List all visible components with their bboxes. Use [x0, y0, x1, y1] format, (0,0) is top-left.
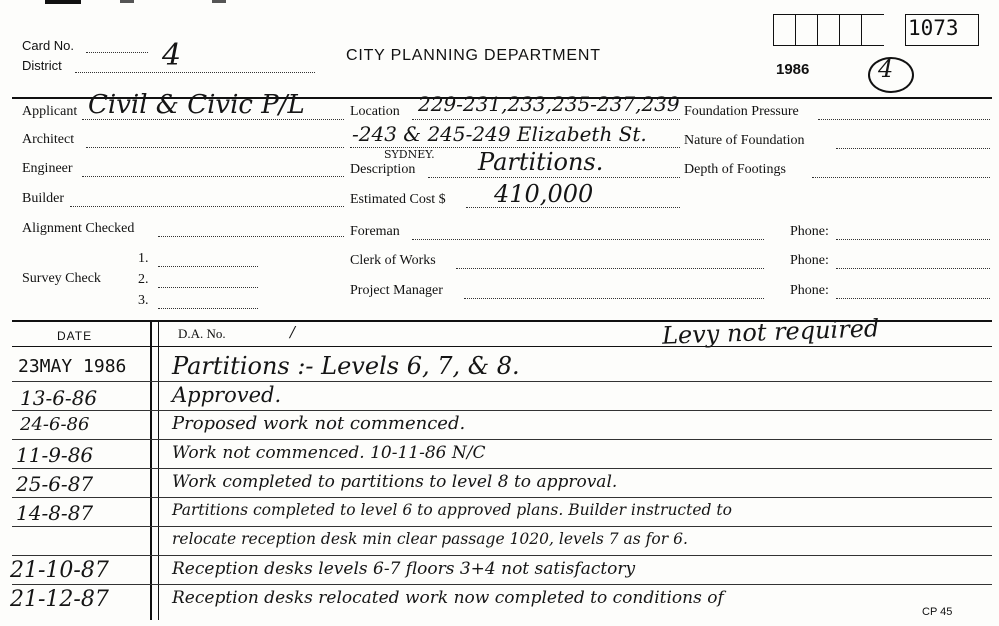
card-no-value: 4 — [162, 38, 182, 73]
date-column-divider — [158, 320, 159, 620]
location-line — [412, 119, 680, 120]
log-rule — [12, 497, 992, 498]
entry-date: 24-6-86 — [20, 414, 90, 435]
log-rule — [12, 526, 992, 527]
clerk-label: Clerk of Works — [350, 253, 436, 268]
location-value-1: 229-231,233,235-237,239 — [418, 92, 680, 116]
entry-text: Reception desks relocated work now completed to conditions of — [172, 588, 724, 608]
cost-value: 410,000 — [494, 180, 594, 208]
description-label: Description — [350, 162, 416, 177]
card-number-box — [839, 14, 862, 46]
phone-line — [836, 268, 990, 269]
card-no-label: Card No. — [22, 38, 75, 53]
entry-date: 14-8-87 — [16, 501, 94, 525]
engineer-line — [82, 176, 344, 177]
location-suburb: SYDNEY. — [384, 148, 435, 161]
phone-line — [836, 239, 990, 240]
entry-date: 21-12-87 — [10, 587, 109, 612]
engineer-label: Engineer — [22, 161, 73, 176]
edge-mark — [120, 0, 134, 3]
nature-line — [836, 148, 990, 149]
phone-label: Phone: — [790, 283, 829, 298]
log-header-divider — [12, 346, 992, 347]
log-rule — [12, 468, 992, 469]
phone-label: Phone: — [790, 253, 829, 268]
date-header: DATE — [57, 329, 93, 343]
phone-line — [836, 298, 990, 299]
survey-item-3: 3. — [138, 293, 149, 308]
location-label: Location — [350, 104, 400, 119]
da-label: D.A. No. — [178, 326, 226, 341]
foundation-pressure-line — [818, 119, 990, 120]
pm-line — [464, 298, 764, 299]
architect-line — [86, 147, 344, 148]
phone-label: Phone: — [790, 224, 829, 239]
cost-label: Estimated Cost $ — [350, 192, 446, 207]
applicant-label: Applicant — [22, 104, 78, 119]
entry-date: 21-10-87 — [10, 558, 109, 583]
entry-text: Partitions completed to level 6 to approved plans. Builder instructed to — [172, 501, 732, 519]
foreman-line — [412, 239, 764, 240]
survey-line-1 — [158, 266, 258, 267]
card-number: 1073 — [908, 16, 959, 40]
foundation-pressure-label: Foundation Pressure — [684, 104, 799, 119]
pm-label: Project Manager — [350, 283, 443, 298]
architect-label: Architect — [22, 132, 75, 147]
depth-line — [812, 177, 990, 178]
da-value: / — [290, 323, 296, 341]
location-value-2: -243 & 245-249 Elizabeth St. — [352, 122, 647, 146]
year: 1986 — [776, 61, 810, 78]
log-rule — [12, 584, 992, 585]
survey-line-2 — [158, 287, 258, 288]
foreman-label: Foreman — [350, 224, 400, 239]
card-number-box — [773, 14, 796, 46]
entry-text: Work not commenced. 10-11-86 N/C — [172, 443, 486, 463]
edge-mark — [45, 0, 81, 4]
entry-text: Proposed work not commenced. — [172, 413, 466, 434]
edge-mark — [212, 0, 226, 3]
district-line — [75, 72, 315, 73]
card-number-box — [861, 14, 884, 46]
department-title: CITY PLANNING DEPARTMENT — [346, 47, 601, 64]
log-rule — [12, 555, 992, 556]
nature-label: Nature of Foundation — [684, 133, 805, 148]
builder-line — [70, 206, 344, 207]
entry-date: 25-6-87 — [16, 472, 94, 496]
card-no-line — [86, 52, 148, 53]
survey-item-2: 2. — [138, 272, 149, 287]
entry-date: 13-6-86 — [20, 386, 98, 410]
log-rule — [12, 381, 992, 382]
clerk-line — [456, 268, 764, 269]
entry-text: relocate reception desk min clear passage 1020, levels 7 as for 6. — [172, 530, 688, 548]
card-number-box — [795, 14, 818, 46]
description-value: Partitions. — [478, 148, 604, 176]
form-code: CP 45 — [922, 606, 953, 618]
description-line — [428, 177, 680, 178]
levy-note: Levy not required — [661, 314, 880, 350]
survey-label: Survey Check — [22, 271, 101, 286]
entry-text: Approved. — [172, 383, 282, 407]
log-rule — [12, 439, 992, 440]
builder-label: Builder — [22, 191, 64, 206]
applicant-value: Civil & Civic P/L — [88, 90, 305, 120]
log-rule — [12, 410, 992, 411]
entry-text: Partitions :- Levels 6, 7, & 8. — [172, 352, 520, 380]
entry-text: Work completed to partitions to level 8 to approval. — [172, 472, 618, 492]
depth-label: Depth of Footings — [684, 162, 786, 177]
entry-date: 23MAY 1986 — [18, 356, 127, 377]
survey-item-1: 1. — [138, 251, 149, 266]
alignment-label: Alignment Checked — [22, 221, 135, 236]
card-number-box — [817, 14, 840, 46]
entry-text: Reception desks levels 6-7 floors 3+4 not satisfactory — [172, 559, 636, 579]
circled-number: 4 — [878, 55, 894, 83]
survey-line-3 — [158, 308, 258, 309]
date-column-divider — [150, 320, 152, 620]
alignment-line — [158, 236, 344, 237]
entry-date: 11-9-86 — [16, 443, 94, 467]
district-label: District — [22, 58, 62, 73]
